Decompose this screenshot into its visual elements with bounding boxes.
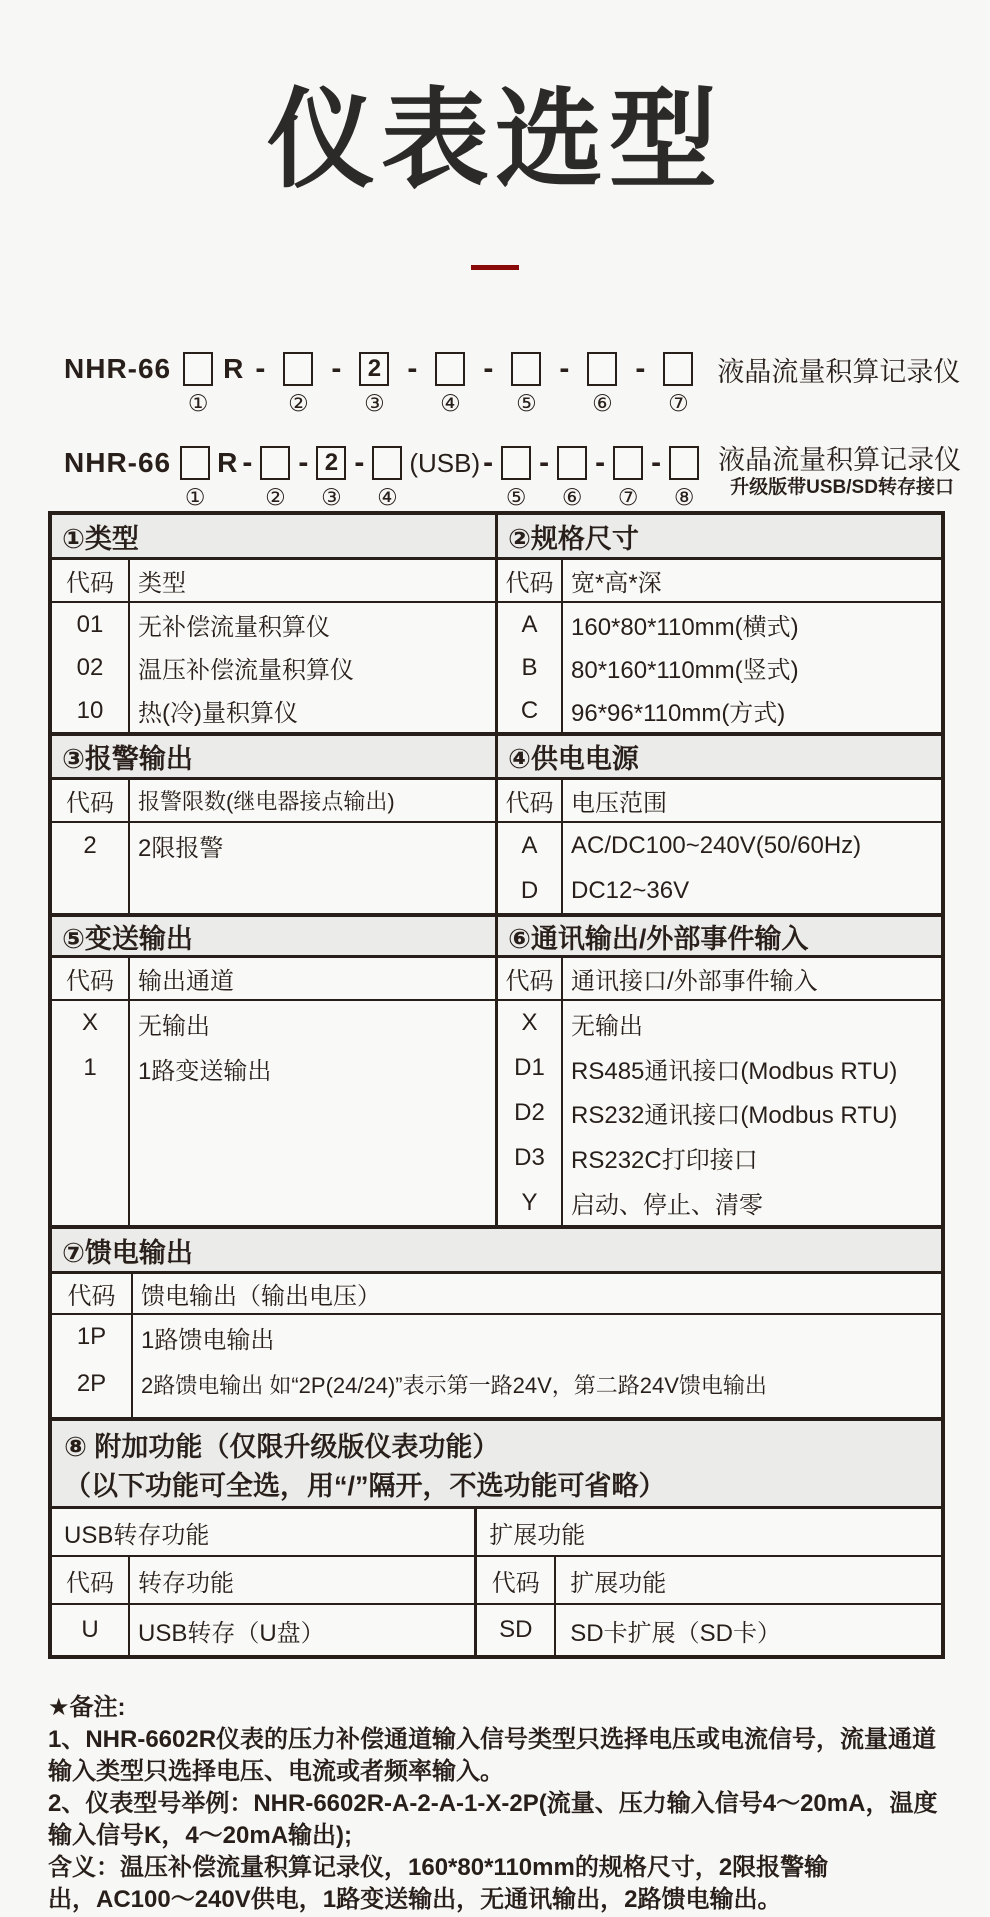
model-box-1 xyxy=(180,446,210,510)
model-box-7 xyxy=(613,446,643,510)
value-column xyxy=(133,1315,941,1417)
value-cell: 2限报警 xyxy=(138,835,224,862)
value-header-cell: 报警限数(继电器接点输出) xyxy=(138,789,395,814)
column-header-row xyxy=(52,560,495,603)
column-header-row xyxy=(52,958,495,1001)
section-7-feed-power xyxy=(52,1229,941,1417)
value-row xyxy=(52,1605,474,1655)
model-box-5 xyxy=(511,352,541,416)
value-row xyxy=(477,1605,941,1655)
column-header-row xyxy=(52,1274,941,1315)
value-cell: USB转存（U盘） xyxy=(138,1619,325,1647)
circled-number-4: ④ xyxy=(440,390,461,416)
model-dash: - xyxy=(354,446,365,479)
model-box-6 xyxy=(557,446,587,510)
value-cell: SD卡扩展（SD卡） xyxy=(570,1619,781,1647)
column-header-row xyxy=(477,1557,941,1605)
value-cell: 96*96*110mm(方式) xyxy=(571,700,786,727)
model-dash: - xyxy=(407,352,418,385)
code-cell: D3 xyxy=(514,1143,545,1171)
circled-number-2: ② xyxy=(265,484,286,510)
code-cell: D xyxy=(520,876,539,904)
table-section-7 xyxy=(52,1225,941,1417)
value-cell: 无输出 xyxy=(138,1012,210,1040)
section-header: ①类型 xyxy=(52,515,495,560)
code-cell: 10 xyxy=(76,696,104,724)
note-line: 1、NHR-6602R仪表的压力补偿通道输入信号类型只选择电压或电流信号，流量通道 xyxy=(48,1726,937,1753)
model-label-column xyxy=(718,444,961,500)
value-header-cell: 馈电输出（输出电压） xyxy=(141,1283,381,1310)
circled-number-6: ⑥ xyxy=(561,484,583,510)
code-cell: 2P xyxy=(76,1370,107,1397)
code-column xyxy=(498,1001,563,1225)
value-cell: 热(冷)量积算仪 xyxy=(138,700,298,727)
value-cell: 1路馈电输出 xyxy=(141,1326,275,1354)
title-underline xyxy=(471,265,519,270)
group-header-cell: USB转存功能 xyxy=(52,1509,474,1557)
value-column xyxy=(130,603,495,732)
circled-number-1: ① xyxy=(187,390,209,416)
code-column xyxy=(52,823,130,913)
value-header-cell: 通讯接口/外部事件输入 xyxy=(571,968,818,995)
section-6-communication xyxy=(495,917,941,1225)
model-dash: - xyxy=(242,446,253,479)
value-cell: 160*80*110mm(横式) xyxy=(571,614,799,641)
value-cell: 2路馈电输出 如“2P(24/24)”表示第一路24V，第二路24V馈电输出 xyxy=(141,1372,767,1398)
table-section-8 xyxy=(52,1417,941,1655)
code-cell: X xyxy=(81,1009,98,1037)
code-cell: A xyxy=(521,831,538,859)
code-header-cell: 代码 xyxy=(52,958,130,999)
circled-number-1: ① xyxy=(184,484,206,510)
code-header-cell: 代码 xyxy=(498,958,563,999)
table-section-pair-2 xyxy=(52,732,941,913)
section-header: ⑦馈电输出 xyxy=(52,1229,941,1274)
model-box-2 xyxy=(260,446,290,510)
notes-heading: ★备注: xyxy=(48,1694,126,1721)
section-body xyxy=(498,823,941,913)
section-header: ③报警输出 xyxy=(52,736,495,780)
code-header-cell: 代码 xyxy=(52,1557,130,1603)
model-letter-r: R xyxy=(217,447,238,478)
code-cell: 2 xyxy=(83,831,97,859)
model-box-3-filled xyxy=(316,446,346,510)
section-8-usb xyxy=(52,1509,474,1655)
code-cell: U xyxy=(52,1605,130,1655)
code-column xyxy=(52,603,130,732)
section-1-type xyxy=(52,515,495,732)
model-box-4 xyxy=(435,352,465,416)
section-header: ⑤变送输出 xyxy=(52,917,495,958)
model-dash: - xyxy=(483,446,494,479)
value-column xyxy=(563,1001,941,1225)
section-5-retransmission xyxy=(52,917,495,1225)
table-section-pair-3 xyxy=(52,913,941,1225)
code-cell: 1 xyxy=(83,1054,97,1082)
value-header-cell: 输出通道 xyxy=(138,968,234,995)
code-header-cell: 代码 xyxy=(498,780,563,821)
code-header-cell: 代码 xyxy=(477,1557,556,1603)
code-cell: B xyxy=(521,653,538,681)
circled-number-6: ⑥ xyxy=(592,390,613,416)
note-line: 含义：温压补偿流量积算记录仪，160*80*110mm的规格尺寸，2限报警输 xyxy=(48,1854,829,1881)
value-cell: RS232通讯接口(Modbus RTU) xyxy=(571,1102,898,1130)
value-header-cell: 类型 xyxy=(138,570,186,597)
code-column xyxy=(498,823,563,913)
model-box-1 xyxy=(183,352,213,416)
model-dash: - xyxy=(298,446,309,479)
value-column xyxy=(563,603,941,732)
value-column xyxy=(130,823,495,913)
circled-number-3: ③ xyxy=(364,390,385,416)
circled-number-7: ⑦ xyxy=(668,390,689,416)
code-cell: 1P xyxy=(76,1323,107,1350)
value-header-cell: 转存功能 xyxy=(138,1569,234,1597)
code-cell: A xyxy=(521,610,538,638)
section-8-expansion xyxy=(474,1509,941,1655)
value-header-cell: 电压范围 xyxy=(571,790,667,817)
section-body xyxy=(52,1001,495,1225)
selection-table xyxy=(48,511,945,1659)
model-dash: - xyxy=(559,352,570,385)
value-cell: 温压补偿流量积算仪 xyxy=(138,657,354,684)
section-body xyxy=(52,1315,941,1417)
table-section-pair-1 xyxy=(52,515,941,732)
model-dash: - xyxy=(595,446,606,479)
model-box-value: 2 xyxy=(367,355,382,382)
circled-number-5: ⑤ xyxy=(505,484,527,510)
model-code-block xyxy=(64,352,976,510)
value-header-cell: 宽*高*深 xyxy=(571,570,662,597)
value-cell: RS232C打印接口 xyxy=(571,1147,758,1175)
model-line-1 xyxy=(64,352,976,416)
model-label: 液晶流量积算记录仪 xyxy=(718,445,962,475)
model-box-8 xyxy=(669,446,699,510)
note-line: 输入类型只选择电压、电流或者频率输入。 xyxy=(48,1758,504,1785)
model-line-2 xyxy=(64,445,976,510)
model-dash: - xyxy=(635,352,646,385)
section-8-header-line-1: ⑧ 附加功能（仅限升级版仪表功能） xyxy=(64,1432,500,1463)
code-column xyxy=(52,1315,133,1417)
value-cell: AC/DC100~240V(50/60Hz) xyxy=(571,831,862,859)
notes-block xyxy=(48,1692,958,1916)
section-body xyxy=(52,603,495,732)
code-header-cell: 代码 xyxy=(498,560,563,601)
model-box-6 xyxy=(587,352,617,416)
code-cell: 01 xyxy=(76,610,104,638)
circled-number-2: ② xyxy=(288,390,309,416)
model-dash: - xyxy=(255,352,266,385)
code-column xyxy=(52,1001,130,1225)
code-cell: Y xyxy=(521,1188,538,1216)
value-cell: RS485通讯接口(Modbus RTU) xyxy=(571,1057,898,1085)
section-8-header-line-2: （以下功能可全选，用“/”隔开，不选功能可省略） xyxy=(64,1470,666,1501)
section-body xyxy=(498,603,941,732)
code-cell: SD xyxy=(477,1605,556,1655)
usb-suffix: (USB) xyxy=(409,447,481,478)
code-cell: 02 xyxy=(76,653,104,681)
code-cell: C xyxy=(520,696,539,724)
model-sublabel: 升级版带USB/SD转存接口 xyxy=(730,477,954,498)
value-cell: 无补偿流量积算仪 xyxy=(138,614,330,641)
circled-number-8: ⑧ xyxy=(673,484,695,510)
column-header-row xyxy=(498,780,941,823)
model-box-7 xyxy=(663,352,693,416)
section-4-power xyxy=(495,736,941,913)
model-box-3-filled xyxy=(359,352,389,416)
code-cell: X xyxy=(521,1009,538,1037)
code-cell: D1 xyxy=(514,1054,545,1082)
value-column xyxy=(130,1001,495,1225)
section-header: ④供电电源 xyxy=(498,736,941,780)
code-header-cell: 代码 xyxy=(52,1274,133,1313)
note-line: 输入信号K，4～20mA输出); xyxy=(48,1822,353,1849)
column-header-row xyxy=(52,1557,474,1605)
circled-number-4: ④ xyxy=(377,484,398,510)
value-cell: 1路变送输出 xyxy=(138,1057,272,1085)
value-header-cell: 扩展功能 xyxy=(570,1569,667,1597)
section-body xyxy=(52,823,495,913)
column-header-row xyxy=(498,958,941,1001)
section-3-alarm xyxy=(52,736,495,913)
value-cell: 无输出 xyxy=(571,1012,643,1040)
note-line: 2、仪表型号举例：NHR-6602R-A-2-A-1-X-2P(流量、压力输入信号4～20mA，温度 xyxy=(48,1790,938,1817)
circled-number-7: ⑦ xyxy=(617,484,639,510)
model-box-2 xyxy=(283,352,313,416)
code-header-cell: 代码 xyxy=(52,560,130,601)
model-dash: - xyxy=(483,352,494,385)
model-label: 液晶流量积算记录仪 xyxy=(717,356,961,387)
model-dash: - xyxy=(651,446,662,479)
code-column xyxy=(498,603,563,732)
model-box-value: 2 xyxy=(324,449,339,476)
section-header: ⑥通讯输出/外部事件输入 xyxy=(498,917,941,958)
note-line: 出，AC100～240V供电，1路变送输出，无通讯输出，2路馈电输出。 xyxy=(48,1886,782,1913)
value-column xyxy=(563,823,941,913)
value-cell: DC12~36V xyxy=(571,876,690,904)
section-8-columns xyxy=(52,1509,941,1655)
value-cell: 启动、停止、清零 xyxy=(571,1192,763,1220)
model-prefix: NHR-66 xyxy=(64,353,172,384)
circled-number-5: ⑤ xyxy=(516,390,537,416)
column-header-row xyxy=(52,780,495,823)
group-header-cell: 扩展功能 xyxy=(477,1509,941,1557)
section-8-header xyxy=(52,1421,941,1509)
model-box-5 xyxy=(501,446,531,510)
circled-number-3: ③ xyxy=(321,484,342,510)
page-title: 仪表选型 xyxy=(266,79,723,200)
section-2-dimensions xyxy=(495,515,941,732)
model-letter-r: R xyxy=(223,353,244,384)
model-dash: - xyxy=(539,446,550,479)
code-cell: D2 xyxy=(514,1098,545,1126)
code-header-cell: 代码 xyxy=(52,780,130,821)
model-prefix: NHR-66 xyxy=(64,447,172,478)
model-box-4 xyxy=(372,446,402,510)
section-body xyxy=(498,1001,941,1225)
column-header-row xyxy=(498,560,941,603)
section-header: ②规格尺寸 xyxy=(498,515,941,560)
model-dash: - xyxy=(331,352,342,385)
value-cell: 80*160*110mm(竖式) xyxy=(571,657,799,684)
